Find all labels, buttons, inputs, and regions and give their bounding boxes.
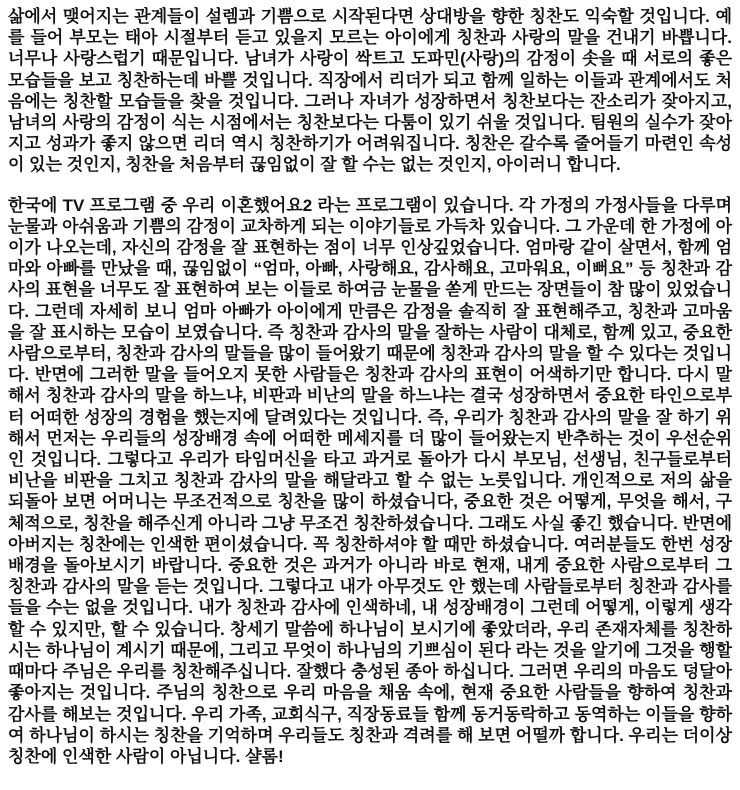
paragraph-praise-body: 한국에 TV 프로그램 중 우리 이혼했어요2 라는 프로그램이 있습니다. 각 가정의 가정사들을 다루며 눈물과 아쉬움과 기쁨의 감정이 교차하게 되는 이야기들로 가득차 있습니다. 그 가운데 한 가정에 아이가 나오는데, 자신의 감정을 잘 표현하는 점이 너무 인상깊었습니다. 엄마랑 같이 살면서, 함께 엄마와 아빠를 만났을 때, 끊임없이 “엄마, 아빠, 사랑해요, 감사해요, 고마워요, 이뻐요” 등 칭찬과 감사의 표현을 너무도 잘 표현하여 보는 이들로 하여금 눈물을 쏟게 만드는 장면들이 참 많이 있었습니다. 그런데 자세히 보니 엄마 아빠가 아이에게 만큼은 감정을 솔직히 잘 표현해주고, 칭찬과 고마움을 잘 표시하는 모습이 보였습니다. 즉 칭찬과 감사의 말을 잘하는 사람이 대체로, 함께 있고, 중요한 사람으로부터, 칭찬과 감사의 말들을 많이 들어왔기 때문에 칭찬과 감사의 말을 할 수 있다는 것입니다. 반면에 그러한 말을 들어오지 못한 사람들은 칭찬과 감사의 표현이 어색하기만 합니다. 다시 말해서 칭찬과 감사의 말을 하느냐, 비판과 비난의 말을 하느냐는 결국 성장하면서 중요한 타인으로부터 어떠한 성장의 경험을 했는지에 달려있다는 것입니다. 즉, 우리가 칭찬과 감사의 말을 잘 하기 위해서 먼저는 우리들의 성장배경 속에 어떠한 메세지를 더 많이 들어왔는지 반추하는 것이 우선순위인 것입니다. 그렇다고 우리가 타임머신을 타고 과거로 돌아가 다시 부모님, 선생님, 친구들로부터 비난을 비판을 그치고 칭찬과 감사의 말을 해달라고 할 수 없는 노릇입니다. 개인적으로 저의 삶을 되돌아 보면 어머니는 무조건적으로 칭찬을 많이 하셨습니다, 중요한 것은 어떻게, 무엇을 해서, 구체적으로, 칭찬을 해주신게 아니라 그냥 무조건 칭찬하셨습니다. 그래도 사실 좋긴 했습니다. 반면에 아버지는 칭찬에는 인색한 편이셨습니다. 꼭 칭찬하셔야 할 때만 하셨습니다. 여러분들도 한번 성장배경을 돌아보시기 바랍니다. 중요한 것은 과거가 아니라 바로 현재, 내게 중요한 사람으로부터 그 칭찬과 감사의 말을 듣는 것입니다. 그렇다고 내가 아무것도 안 했는데 사람들로부터 칭찬과 감사를 들을 수는 없을 것입니다. 내가 칭찬과 감사에 인색하네, 내 성장배경이 그런데 어떻게, 이렇게 생각할 수 있지만, 할 수 있습니다. 창세기 말씀에 하나님이 보시기에 좋았더라, 우리 존재자체를 칭찬하시는 하나님이 계시기 때문에, 그리고 무엇이 하나님의 기쁘심이 된다 라는 것을 알기에 그것을 행할 때마다 주님은 우리를 칭찬해주십니다. 잘했다 충성된 종아 하십니다. 그러면 우리의 마음도 덩달아 좋아지는 것입니다. 주님의 칭찬으로 우리 마음을 채움 속에, 현재 중요한 사람들을 향하여 칭찬과 감사를 해보는 것입니다. 우리 가족, 교회식구, 직장동료들 함께 동거동락하고 동역하는 이들을 향하여 하나님이 하시는 칭찬을 기억하며 우리들도 칭찬과 격려를 해 보면 어떨까 합니다. 우리는 더이상 칭찬에 인색한 사람이 아닙니다. 샬롬! xyxy=(8,195,732,766)
paragraph-praise-intro: 삶에서 맺어지는 관계들이 설렘과 기쁨으로 시작된다면 상대방을 향한 칭찬도 익숙할 것입니다. 예를 들어 부모는 태아 시절부터 듣고 있을지 모르는 아이에게 칭찬과 사랑의 말을 건내기 바쁩니다. 너무나 사랑스럽기 때문입니다. 남녀가 사랑이 싹트고 도파민(사랑)의 감정이 솟을 때 서로의 좋은 모습들을 보고 칭찬하는데 바쁠 것입니다. 직장에서 리더가 되고 함께 일하는 이들과 관계에서도 처음에는 칭찬할 모습들을 찾을 것입니다. 그러나 자녀가 성장하면서 칭찬보다는 잔소리가 잦아지고, 남녀의 사랑의 감정이 식는 시점에서는 칭찬보다는 다툼이 있기 쉬울 것입니다. 팀원의 실수가 잦아지고 성과가 좋지 않으면 리더 역시 칭찬하기가 어려워집니다. 칭찬은 갈수록 줄어들기 마련인 속성이 있는 것인지, 칭찬을 처음부터 끊임없이 잘 할 수는 없는 것인지, 아이러니 합니다. xyxy=(8,7,732,175)
